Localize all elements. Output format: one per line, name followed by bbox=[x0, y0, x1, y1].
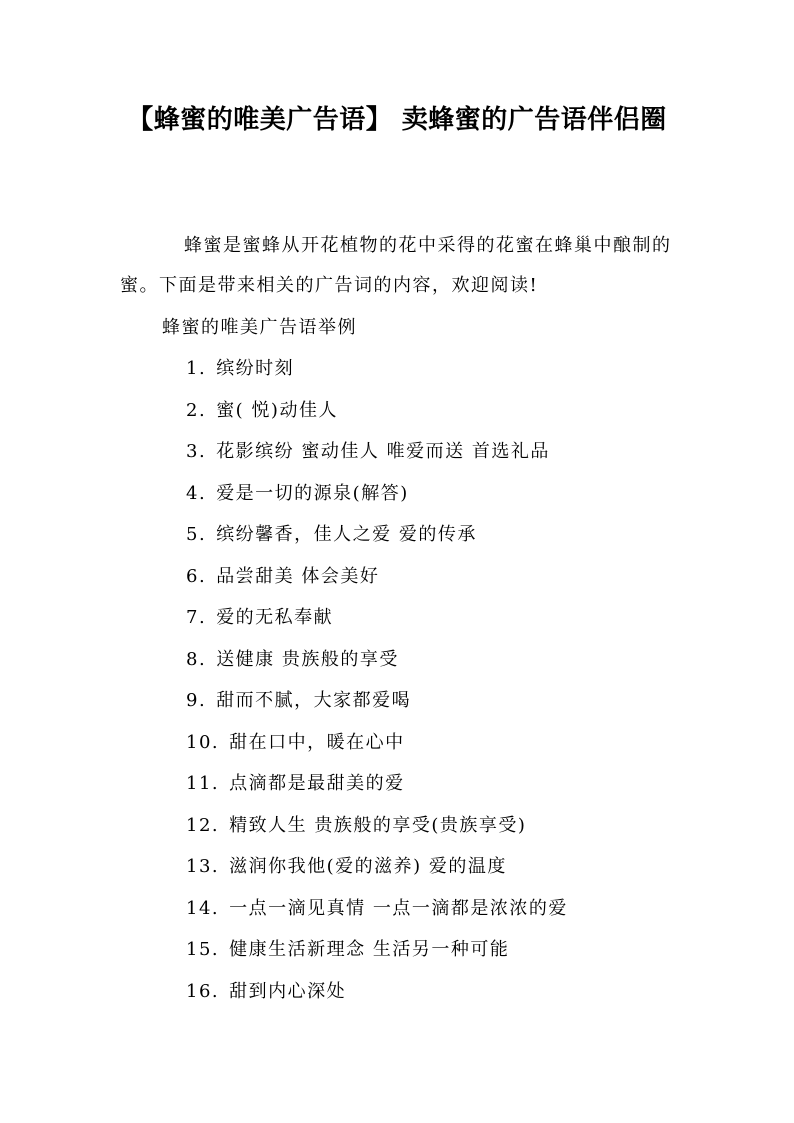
document-title: 【蜂蜜的唯美广告语】 卖蜂蜜的广告语伴侣圈 bbox=[127, 105, 667, 135]
item-number: 13. bbox=[186, 856, 220, 877]
item-number: 16. bbox=[186, 980, 220, 1002]
list-item bbox=[186, 639, 568, 681]
item-text: 滋润你我他(爱的滋养) 爱的温度 bbox=[229, 856, 507, 877]
item-number: 8. bbox=[186, 648, 207, 670]
item-text: 品尝甜美 体会美好 bbox=[216, 565, 380, 587]
item-number: 15. bbox=[186, 939, 220, 960]
list-item bbox=[186, 722, 568, 764]
item-number: 3. bbox=[186, 441, 207, 462]
list-item bbox=[186, 971, 568, 1013]
item-number: 12. bbox=[186, 814, 220, 836]
item-text: 一点一滴见真情 一点一滴都是浓浓的爱 bbox=[229, 897, 568, 919]
list-item bbox=[186, 597, 568, 639]
list-item bbox=[186, 805, 568, 847]
list-item bbox=[186, 763, 568, 805]
item-number: 14. bbox=[186, 897, 220, 919]
list-item bbox=[186, 390, 568, 432]
list-item bbox=[186, 846, 568, 888]
list-item bbox=[186, 348, 568, 390]
item-text: 蜜( 悦)动佳人 bbox=[216, 399, 338, 421]
item-text: 缤纷时刻 bbox=[216, 358, 295, 379]
item-text: 健康生活新理念 生活另一种可能 bbox=[229, 939, 510, 960]
list-item bbox=[186, 431, 568, 473]
item-text: 甜而不腻，大家都爱喝 bbox=[216, 690, 412, 711]
item-text: 爱是一切的源泉(解答) bbox=[216, 482, 409, 504]
item-number: 10. bbox=[186, 731, 220, 753]
item-number: 7. bbox=[186, 607, 207, 628]
list-item bbox=[186, 680, 568, 722]
item-text: 精致人生 贵族般的享受(贵族享受) bbox=[229, 814, 527, 836]
item-text: 点滴都是最甜美的爱 bbox=[229, 773, 405, 794]
list-item bbox=[186, 514, 568, 556]
intro-paragraph: 蜂蜜是蜜蜂从开花植物的花中采得的花蜜在蜂巢中酿制的蜜。下面是带来相关的广告词的内容，欢迎阅读! bbox=[120, 235, 672, 296]
item-number: 2. bbox=[186, 399, 207, 421]
item-text: 送健康 贵族般的享受 bbox=[216, 648, 399, 670]
item-text: 花影缤纷 蜜动佳人 唯爱而送 首选礼品 bbox=[216, 441, 550, 462]
item-number: 1. bbox=[186, 358, 207, 379]
item-number: 9. bbox=[186, 690, 207, 711]
item-text: 甜到内心深处 bbox=[229, 980, 347, 1002]
list-item bbox=[186, 473, 568, 515]
item-text: 甜在口中，暖在心中 bbox=[229, 731, 405, 753]
item-number: 5. bbox=[186, 524, 207, 545]
list-item bbox=[186, 556, 568, 598]
item-text: 爱的无私奉献 bbox=[216, 607, 334, 628]
item-number: 4. bbox=[186, 482, 207, 504]
list-item bbox=[186, 929, 568, 971]
item-number: 6. bbox=[186, 565, 207, 587]
list-item bbox=[186, 888, 568, 930]
item-text: 缤纷馨香，佳人之爱 爱的传承 bbox=[216, 524, 477, 545]
slogan-list bbox=[186, 348, 568, 1012]
section-heading: 蜂蜜的唯美广告语举例 bbox=[162, 317, 357, 338]
item-number: 11. bbox=[186, 773, 220, 794]
